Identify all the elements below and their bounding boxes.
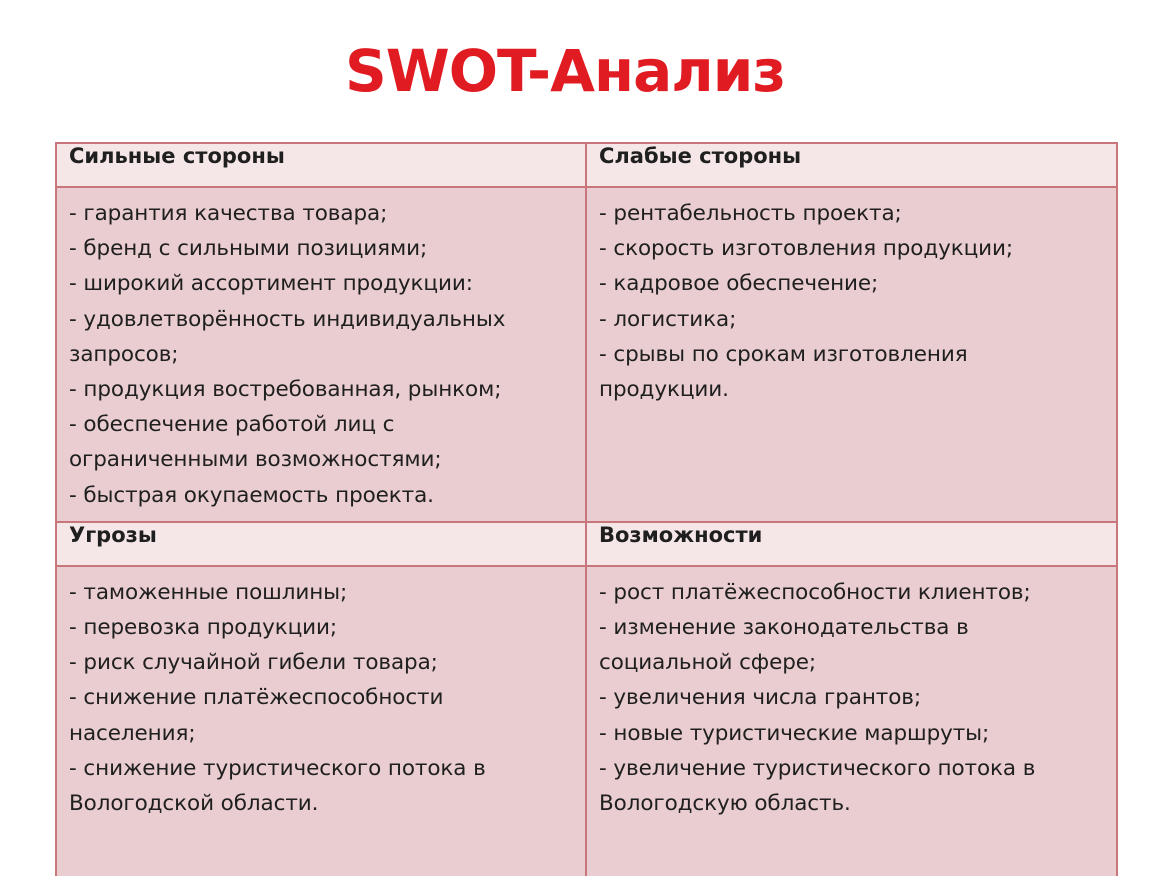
weaknesses-item: - скорость изготовления продукции;	[599, 236, 1014, 262]
threats-item: - риск случайной гибели товара;	[69, 650, 438, 676]
weaknesses-item: - рентабельность проекта;	[599, 201, 902, 226]
table-header-row	[56, 522, 1117, 566]
opportunities-item: - рост платёжеспособности клиентов;	[599, 579, 1031, 605]
strengths-item: - широкий ассортимент продукции:	[69, 271, 473, 297]
swot-table	[55, 142, 1118, 876]
table-row	[56, 187, 1117, 522]
weaknesses-item: - срывы по срокам изготовления продукции.	[599, 341, 968, 403]
threats-heading: Угрозы	[56, 522, 586, 566]
strengths-item: - бренд с сильными позициями;	[69, 236, 428, 262]
strengths-item: - быстрая окупаемость проекта.	[69, 482, 434, 508]
page-title: SWOT-Анализ	[344, 37, 786, 105]
opportunities-item: - изменение законодательства в социальной сфере;	[599, 615, 969, 676]
threats-item: - снижение туристического потока в Вологодской области.	[69, 755, 486, 817]
opportunities-heading: Возможности	[586, 522, 1117, 566]
opportunities-item: - увеличения числа грантов;	[599, 685, 921, 711]
threats-cell	[56, 566, 586, 876]
strengths-item: - удовлетворённость индивидуальных запросов;	[69, 306, 506, 367]
strengths-cell	[56, 187, 586, 522]
opportunities-cell	[586, 566, 1117, 876]
weaknesses-item: - кадровое обеспечение;	[599, 271, 879, 297]
threats-item: - снижение платёжеспособности населения;	[69, 685, 444, 746]
weaknesses-cell	[586, 187, 1117, 522]
weaknesses-heading: Слабые стороны	[586, 143, 1117, 187]
strengths-item: - гарантия качества товара;	[69, 201, 388, 226]
opportunities-item: - увеличение туристического потока в Вологодскую область.	[599, 755, 1036, 817]
weaknesses-item: - логистика;	[599, 306, 737, 332]
strengths-heading: Сильные стороны	[56, 143, 586, 187]
table-header-row	[56, 143, 1117, 187]
threats-item: - таможенные пошлины;	[69, 579, 348, 605]
table-row	[56, 566, 1117, 876]
strengths-item: - обеспечение работой лиц с ограниченными возможностями;	[69, 412, 442, 473]
threats-item: - перевозка продукции;	[69, 615, 338, 641]
strengths-item: - продукция востребованная, рынком;	[69, 377, 502, 403]
opportunities-item: - новые туристические маршруты;	[599, 720, 990, 746]
